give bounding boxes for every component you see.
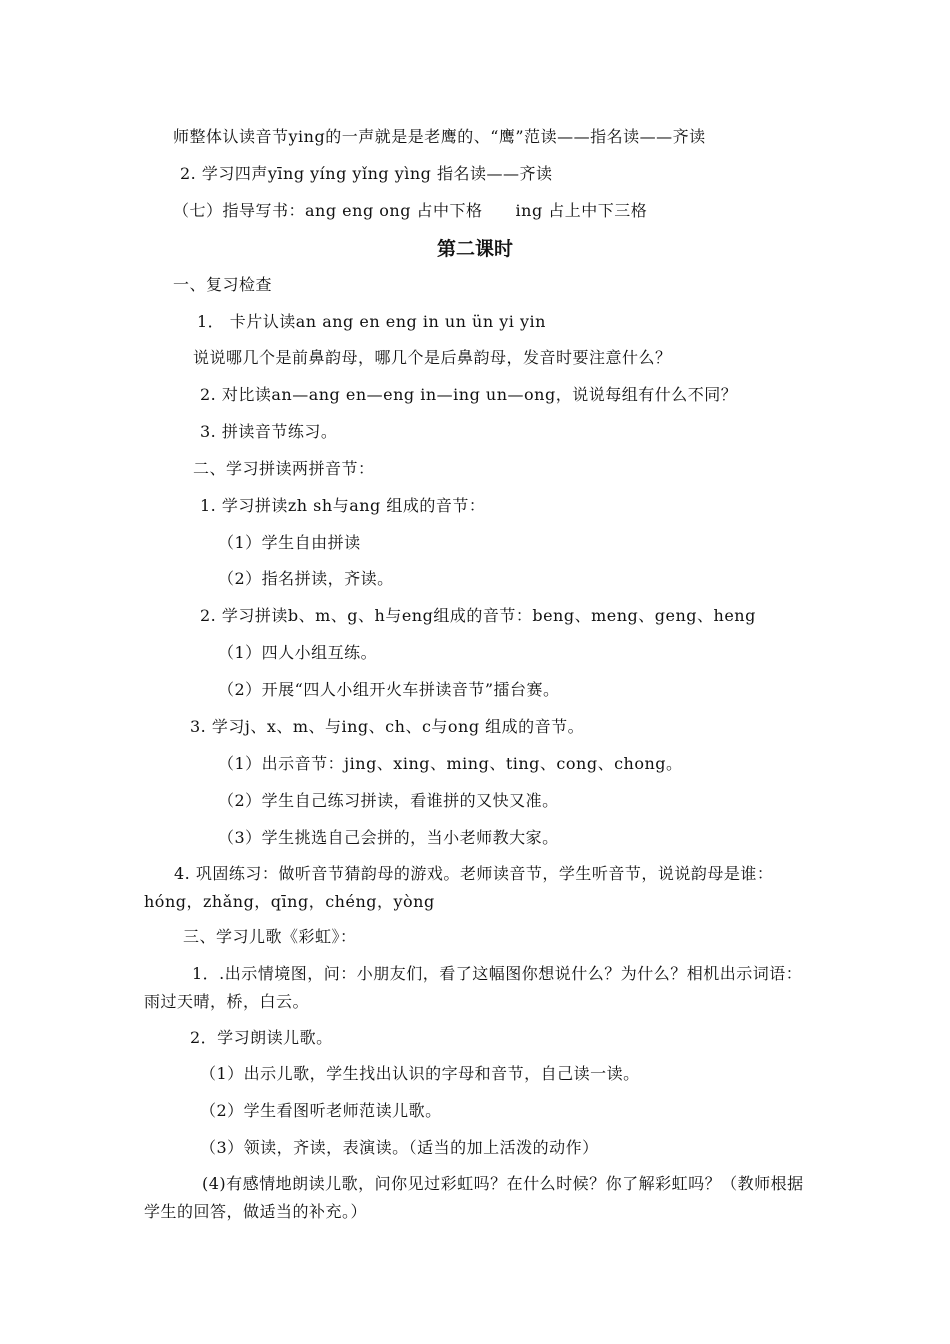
list-item: （2）学生看图听老师范读儿歌。 [200,1101,442,1120]
text-line: （七）指导写书：ang eng ong 占中下格 ing 占上中下三格 [173,201,648,220]
text-line: 说说哪几个是前鼻韵母，哪几个是后鼻韵母，发音时要注意什么？ [193,348,672,367]
list-item: （2）开展“四人小组开火车拼读音节”擂台赛。 [218,680,560,699]
text-line: 2．学习朗读儿歌。 [190,1028,333,1047]
text-line: 2. 学习四声yīng yíng yǐng yìng 指名读——齐读 [180,164,553,183]
paragraph: 1．.出示情境图，问：小朋友们，看了这幅图你想说什么？为什么？相机出示词语：雨过天晴，桥，白云。 [144,964,803,1011]
text-line: 2. 学习拼读b、m、g、h与eng组成的音节：beng、meng、geng、heng [200,606,756,625]
section-heading: 三、学习儿歌《彩虹》： [183,927,357,946]
list-item: （3）学生挑选自己会拼的，当小老师教大家。 [218,828,559,847]
paragraph: 4. 巩固练习：做听音节猜韵母的游戏。老师读音节，学生听音节，说说韵母是谁：hóng，zhǎng，qīng，chéng，yòng [144,864,774,911]
text-line: 2. 对比读an—ang en—eng in—ing un—ong，说说每组有什么不同？ [200,385,738,404]
text-line: 3. 拼读音节练习。 [200,422,338,441]
list-item: （1）学生自由拼读 [218,533,361,552]
text-line: 师整体认读音节ying的一声就是是老鹰的、“鹰”范读——指名读——齐读 [173,127,706,146]
section-heading: 二、学习拼读两拼音节： [193,459,375,478]
text-line: 1． 卡片认读an ang en eng in un ün yi yin [197,312,546,331]
section-title: 第二课时 [436,238,513,260]
list-item: （3）领读，齐读，表演读。（适当的加上活泼的动作） [200,1138,599,1157]
list-item: （1）出示音节：jing、xing、ming、ting、cong、chong。 [218,754,683,773]
list-item: （2）学生自己练习拼读，看谁拼的又快又准。 [218,791,559,810]
list-item: （1）出示儿歌，学生找出认识的字母和音节，自己读一读。 [200,1064,640,1083]
section-heading: 一、复习检查 [173,275,273,294]
list-item: （1）四人小组互练。 [218,643,378,662]
text-line: 3. 学习j、x、m、与ing、ch、c与ong 组成的音节。 [190,717,585,736]
paragraph: (4)有感情地朗读儿歌，问你见过彩虹吗？在什么时候？你了解彩虹吗？（教师根据学生的回答，做适当的补充。） [144,1174,804,1221]
text-line: 1. 学习拼读zh sh与ang 组成的音节： [200,496,486,515]
list-item: （2）指名拼读，齐读。 [218,569,394,588]
